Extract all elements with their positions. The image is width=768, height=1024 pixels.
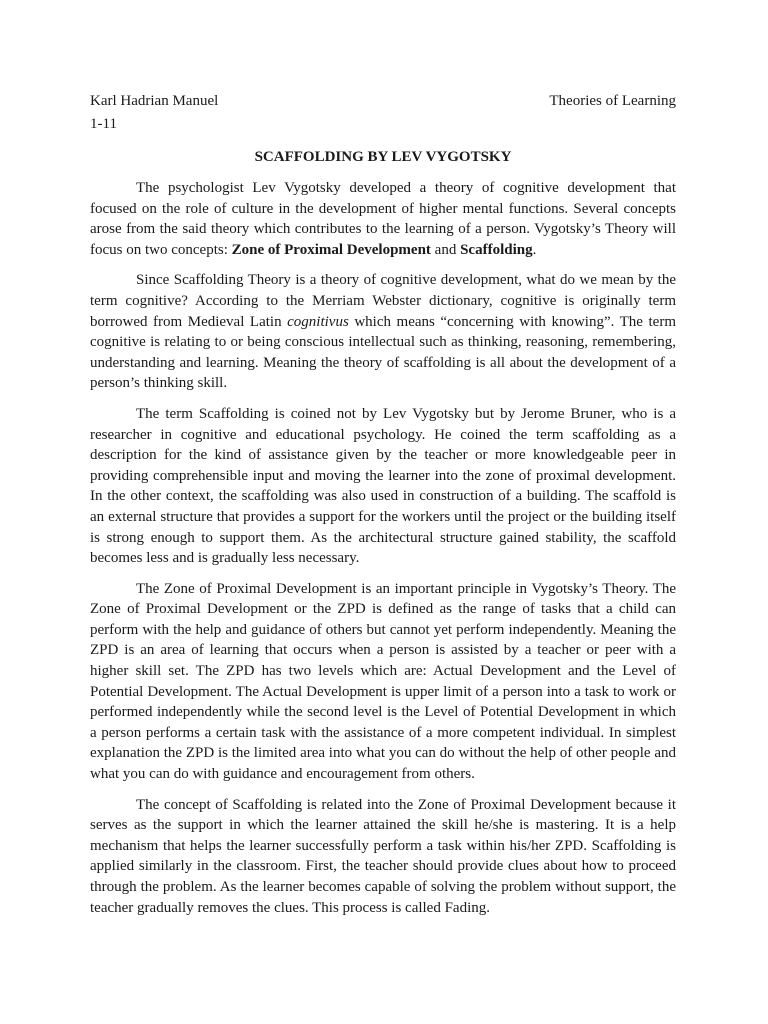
course-name: Theories of Learning xyxy=(549,93,676,109)
paragraph-4: The Zone of Proximal Development is an important principle in Vygotsky’s Theory. The Zone of Proximal Development or the ZPD is defined as the range of tasks that a child can perform with the help and guidance of others but cannot yet perform independently. Meaning the ZPD is an area of learning that occurs when a person is assisted by a teacher or peer with a higher skill set. The ZPD has two levels which are: Actual Development and the Level of Potential Development. The Actual Development is upper limit of a person into a task to work or performed independently while the second level is the Level of Potential Development in which a person performs a certain task with the assistance of a more competent individual. In simplest explanation the ZPD is the limited area into what you can do without the help of other people and what you can do with guidance and encouragement from others. xyxy=(90,580,676,783)
paragraph-2 xyxy=(90,270,676,394)
paragraph-1-bold-zpd: Zone of Proximal Development xyxy=(231,241,431,258)
paragraph-1-text-a: The psychologist Lev Vygotsky developed a theory of cognitive development that focused on the role of culture in the development of higher mental functions. Several concepts arose from the said theory which contributes to the learning of a person. Vygotsky’s Theory will focus on two concepts: xyxy=(90,180,676,258)
section-number: 1-11 xyxy=(90,116,117,132)
document-header xyxy=(90,91,676,111)
author-name: Karl Hadrian Manuel xyxy=(90,93,219,109)
page-title: SCAFFOLDING BY LEV VYGOTSKY xyxy=(254,149,512,165)
paragraph-5: The concept of Scaffolding is related into the Zone of Proximal Development because it serves as the support in which the learner attained the skill he/she is mastering. It is a help mechanism that helps the learner successfully perform a task within his/her ZPD. Scaffolding is applied similarly in the classroom. First, the teacher should provide clues about how to proceed through the problem. As the learner becomes capable of solving the problem without support, the teacher gradually removes the clues. This process is called Fading. xyxy=(90,796,676,916)
paragraph-1 xyxy=(90,178,676,260)
paragraph-2-text-a: Since Scaffolding Theory is a theory of cognitive development, what do we mean by the term cognitive? According to the Merriam Webster dictionary, cognitive is originally term borrowed from Medieval Latin xyxy=(90,272,676,330)
paragraph-1-text-c: . xyxy=(532,241,537,258)
paragraph-1-bold-scaffolding: Scaffolding xyxy=(460,241,533,258)
paragraph-2-italic-term: cognitivus xyxy=(287,313,349,330)
paragraph-3: The term Scaffolding is coined not by Lev Vygotsky but by Jerome Bruner, who is a researcher in cognitive and educational psychology. He coined the term scaffolding as a description for the kind of assistance given by the teacher or more knowledgeable peer in providing comprehensible input and moving the learner into the zone of proximal development. In the other context, the scaffolding was also used in construction of a building. The scaffold is an external structure that provides a support for the workers until the project or the building itself is strong enough to support them. As the architectural structure gained stability, the scaffold becomes less and is gradually less necessary. xyxy=(90,405,676,567)
paragraph-2-text-b: which means “concerning with knowing”. The term cognitive is relating to or being conscious intellectual such as thinking, reasoning, remembering, understanding and learning. Meaning the theory of scaffolding is all about the development of a person’s thinking skill. xyxy=(90,313,676,392)
paragraph-1-text-b: and xyxy=(430,241,461,258)
document-body xyxy=(90,178,676,928)
